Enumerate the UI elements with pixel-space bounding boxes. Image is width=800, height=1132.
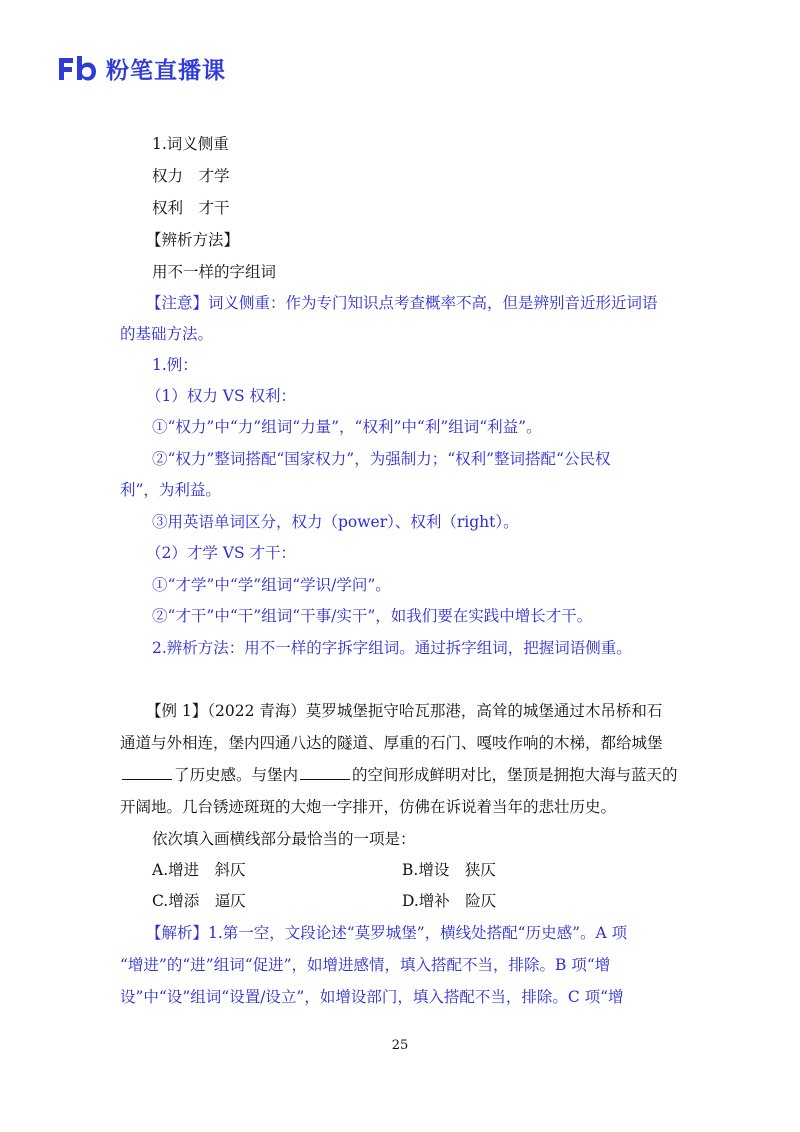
- option-d: D.增补 险仄: [402, 892, 497, 910]
- option-c: C.增添 逼仄: [152, 892, 246, 910]
- page-number: 25: [391, 1038, 409, 1053]
- question-line-4: 开阔地。几台锈迹斑斑的大炮一字排开，仿佛在诉说着当年的悲壮历史。: [120, 798, 617, 816]
- method-2-text: 2.辨析方法：用不一样的字拆字组词。通过拆字组词，把握词语侧重。: [152, 639, 632, 657]
- header: [56, 50, 226, 86]
- word-pair-1: 权力 才学: [152, 167, 230, 185]
- analysis-item-b1: ①“才学”中“学”组词“学识/学问”。: [152, 576, 391, 594]
- analysis-line-1: 【解析】1.第一空，文段论述“莫罗城堡”，横线处搭配“历史感”。A 项: [146, 924, 628, 942]
- analysis-item-a3: ③用英语单词区分，权力（power）、权利（right）。: [152, 513, 519, 531]
- analysis-item-b2: ②“才干”中“干”组词“干事/实干”，如我们要在实践中增长才干。: [152, 607, 593, 625]
- sub-heading-2: （2）才学 VS 才干：: [146, 544, 297, 562]
- analysis-item-a2: ②“权力”整词搭配“国家权力”，为强制力；“权利”整词搭配“公民权: [152, 450, 611, 468]
- analysis-item-a2-cont: 利”，为利益。: [120, 481, 221, 499]
- method-heading: 【辨析方法】: [146, 231, 240, 249]
- question-prompt: 依次填入画横线部分最恰当的一项是：: [152, 830, 416, 848]
- section-title: 1.词义侧重: [152, 135, 229, 153]
- question-line-2: 通道与外相连，堡内四通八达的隧道、厚重的石门、嘎吱作响的木梯，都给城堡: [120, 734, 663, 752]
- analysis-line-3: 设”中“设”组词“设置/设立”，如增设部门，填入搭配不当，排除。C 项“增: [120, 988, 624, 1006]
- note-line-1: 【注意】词义侧重：作为专门知识点考查概率不高，但是辨别音近形近词语: [146, 294, 658, 312]
- analysis-line-2: “增进”的“进”组词“促进”，如增进感情，填入搭配不当，排除。B 项“增: [120, 956, 611, 974]
- answer-blank-1: [122, 765, 172, 780]
- word-pair-2: 权利 才干: [152, 199, 230, 217]
- option-a: A.增进 斜仄: [152, 861, 246, 879]
- example-heading: 1.例：: [152, 356, 198, 374]
- answer-blank-2: [300, 765, 350, 780]
- analysis-item-a1: ①“权力”中“力”组词“力量”，“权利”中“利”组词“利益”。: [152, 418, 542, 436]
- question-line-3: 了历史感。与堡内 的空间形成鲜明对比，堡顶是拥抱大海与蓝天的: [120, 765, 678, 785]
- question-line-1: 【例 1】（2022 青海）莫罗城堡扼守哈瓦那港，高耸的城堡通过木吊桥和石: [146, 702, 663, 720]
- sub-heading-1: （1）权力 VS 权利：: [146, 387, 297, 405]
- option-b: B.增设 狭仄: [402, 861, 496, 879]
- note-line-2: 的基础方法。: [120, 325, 214, 343]
- brand-name: 粉笔直播课: [106, 57, 226, 84]
- method-text: 用不一样的字组词: [152, 263, 277, 281]
- fenbi-logo-icon: [56, 53, 98, 83]
